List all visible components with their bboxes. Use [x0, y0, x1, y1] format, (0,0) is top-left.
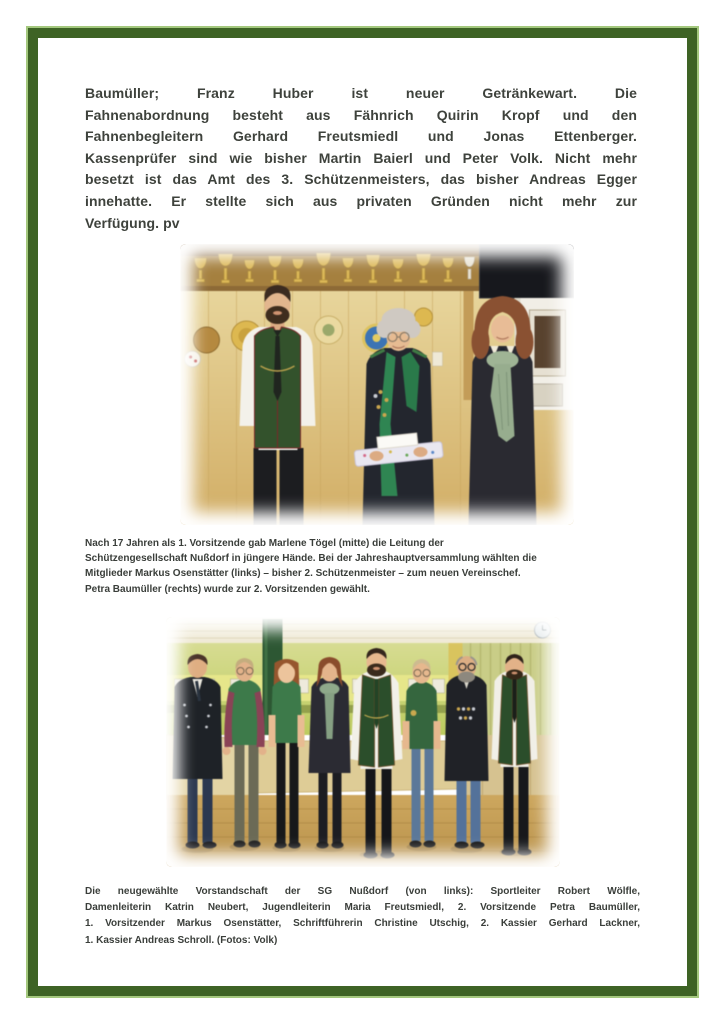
person-right-woman: [469, 296, 537, 525]
caption-line: Mitglieder Markus Osenstätter (links) – bisher 2. Schützenmeister – zum neuen Vereinschef.: [85, 568, 521, 580]
caption-line: Petra Baumüller (rechts) wurde zur 2. Vorsitzenden gewählt.: [85, 583, 370, 595]
caption-line: Die neugewählte Vorstandschaft der SG Nußdorf (von links): Sportleiter Robert Wölfle,: [85, 886, 640, 897]
caption-line: Nach 17 Jahren als 1. Vorsitzende gab Marlene Tögel (mitte) die Leitung der: [85, 538, 444, 549]
award-ceremony-photo: [180, 244, 574, 525]
article-body: [85, 83, 637, 234]
body-line: Verfügung. pv: [85, 214, 180, 231]
new-board-group-photo: [166, 617, 560, 867]
body-line: Baumüller; Franz Huber ist neuer Getränkewart. Die: [85, 85, 637, 101]
body-line: innehatte. Er stellte sich aus privaten Gründen nicht mehr zur: [85, 192, 637, 209]
body-line: Fahnenabordnung besteht aus Fähnrich Quirin Kropf und den: [85, 106, 637, 123]
body-line: Kassenprüfer sind wie bisher Martin Baierl und Peter Volk. Nicht mehr: [85, 149, 637, 166]
caption-line: Damenleiterin Katrin Neubert, Jugendleiterin Maria Freutsmiedl, 2. Vorsitzende Petra Baumüller,: [85, 902, 640, 914]
caption-line: Schützengesellschaft Nußdorf in jüngere Hände. Bei der Jahreshauptversammlung wählten die: [85, 553, 537, 565]
caption-line: 1. Vorsitzender Markus Osenstätter, Schriftführerin Christine Utschig, 2. Kassier Gerhard Lackner,: [85, 918, 640, 930]
body-line: besetzt ist das Amt des 3. Schützenmeisters, das bisher Andreas Egger: [85, 171, 637, 188]
body-line: Fahnenbegleitern Gerhard Freutsmiedl und Jonas Ettenberger.: [85, 128, 637, 145]
photo-caption-2: [85, 884, 640, 949]
caption-line: 1. Kassier Andreas Schroll. (Fotos: Volk): [85, 934, 278, 946]
photo-caption-1: [85, 536, 637, 597]
